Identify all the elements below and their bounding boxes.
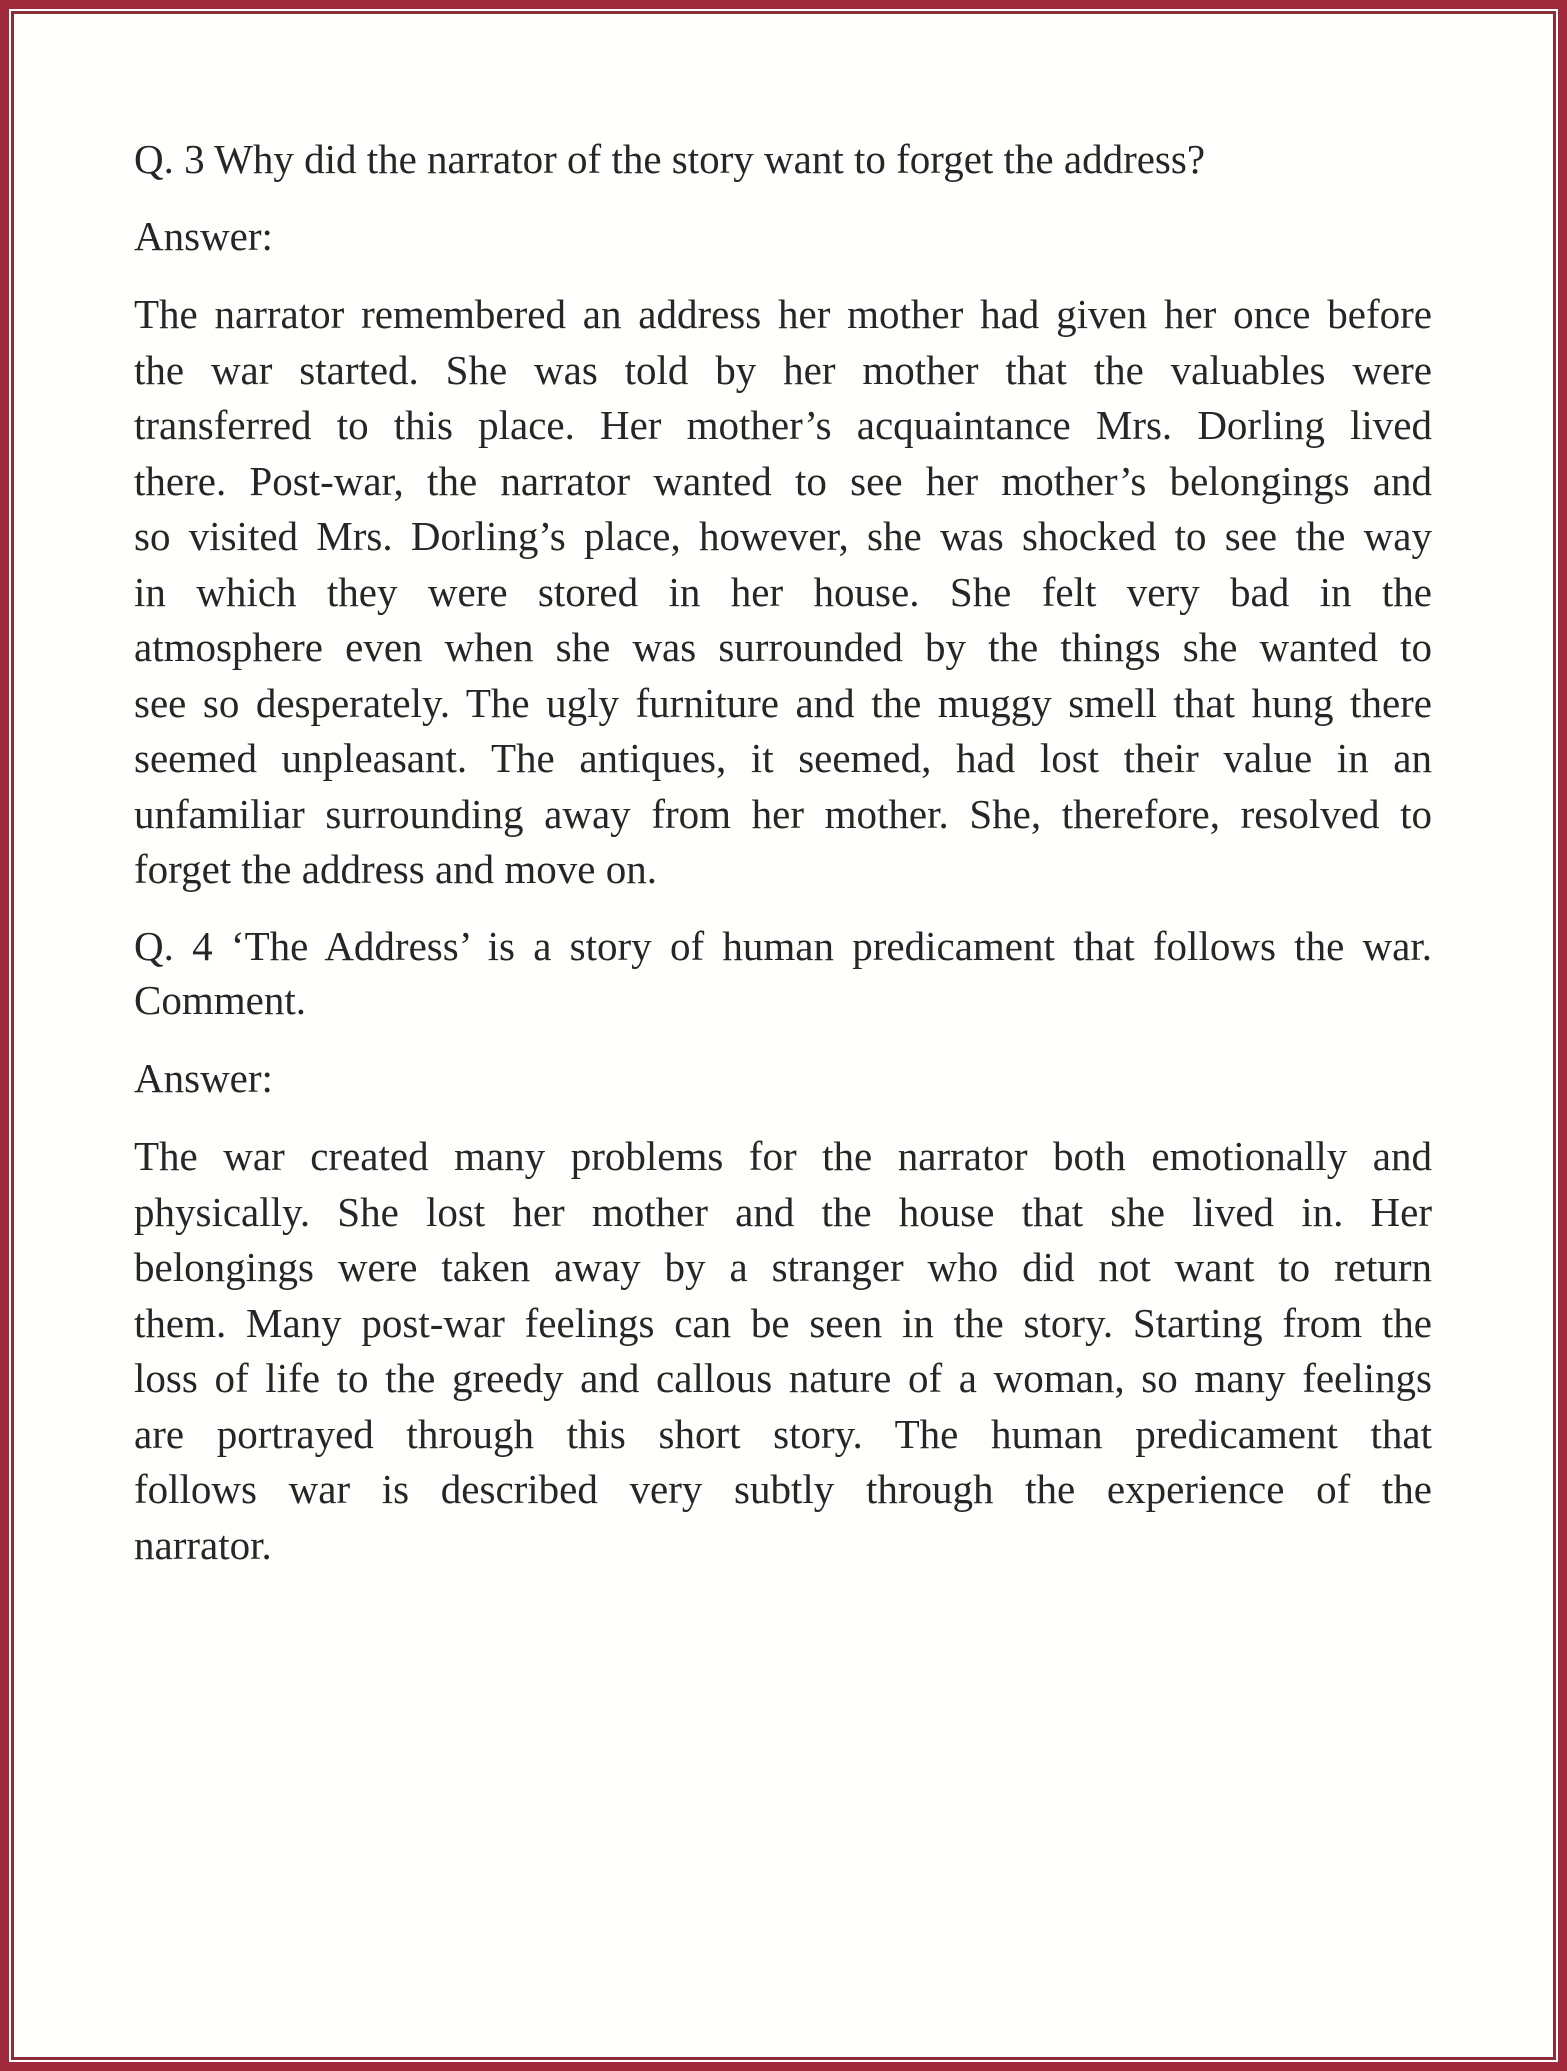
answer-3-line: seemed unpleasant. The antiques, it seemed, had lost their value in an (134, 735, 1432, 781)
answer-4-line: loss of life to the greedy and callous nature of a woman, so many feelings (134, 1355, 1432, 1401)
answer-4-body (134, 1129, 1432, 1573)
answer-4-line: narrator. (134, 1521, 272, 1568)
answer-3-line: the war started. She was told by her mother that the valuables were (134, 346, 1432, 393)
answer-4-line: The war created many problems for the narrator both emotionally and (134, 1133, 1432, 1179)
question-3-text: Q. 3 Why did the narrator of the story want to forget the address? (134, 136, 1206, 182)
answer-3-line: see so desperately. The ugly furniture and the muggy smell that hung there (134, 679, 1432, 726)
question-4 (134, 919, 1432, 1029)
answer-4-line: follows war is described very subtly through the experience of the (134, 1466, 1432, 1512)
answer-4-line: physically. She lost her mother and the house that she lived in. Her (134, 1188, 1432, 1235)
question-3 (134, 132, 1432, 188)
answer-3-line: there. Post-war, the narrator wanted to see her mother’s belongings and (134, 457, 1432, 504)
answer-4-line: belongings were taken away by a stranger who did not want to return (134, 1244, 1432, 1290)
answer-4-label: Answer: (134, 1055, 273, 1101)
answer-4-line: them. Many post-war feelings can be seen in the story. Starting from the (134, 1299, 1432, 1346)
answer-4-line: are portrayed through this short story. The human predicament that (134, 1410, 1432, 1457)
answer-3-line: unfamiliar surrounding away from her mother. She, therefore, resolved to (134, 790, 1432, 837)
question-4-line: Comment. (134, 977, 306, 1023)
answer-3-body (134, 287, 1432, 898)
answer-3-line: so visited Mrs. Dorling’s place, however, she was shocked to see the way (134, 513, 1432, 559)
answer-3-line: The narrator remembered an address her mother had given her once before (134, 291, 1432, 337)
answer-3-line: transferred to this place. Her mother’s acquaintance Mrs. Dorling lived (134, 402, 1432, 448)
answer-3-line: forget the address and move on. (134, 846, 657, 892)
answer-3-line: atmosphere even when she was surrounded by the things she wanted to (134, 624, 1432, 670)
answer-3-label: Answer: (134, 213, 273, 259)
answer-3-line: in which they were stored in her house. She felt very bad in the (134, 568, 1432, 615)
question-4-line: Q. 4 ‘The Address’ is a story of human predicament that follows the war. (134, 923, 1432, 969)
